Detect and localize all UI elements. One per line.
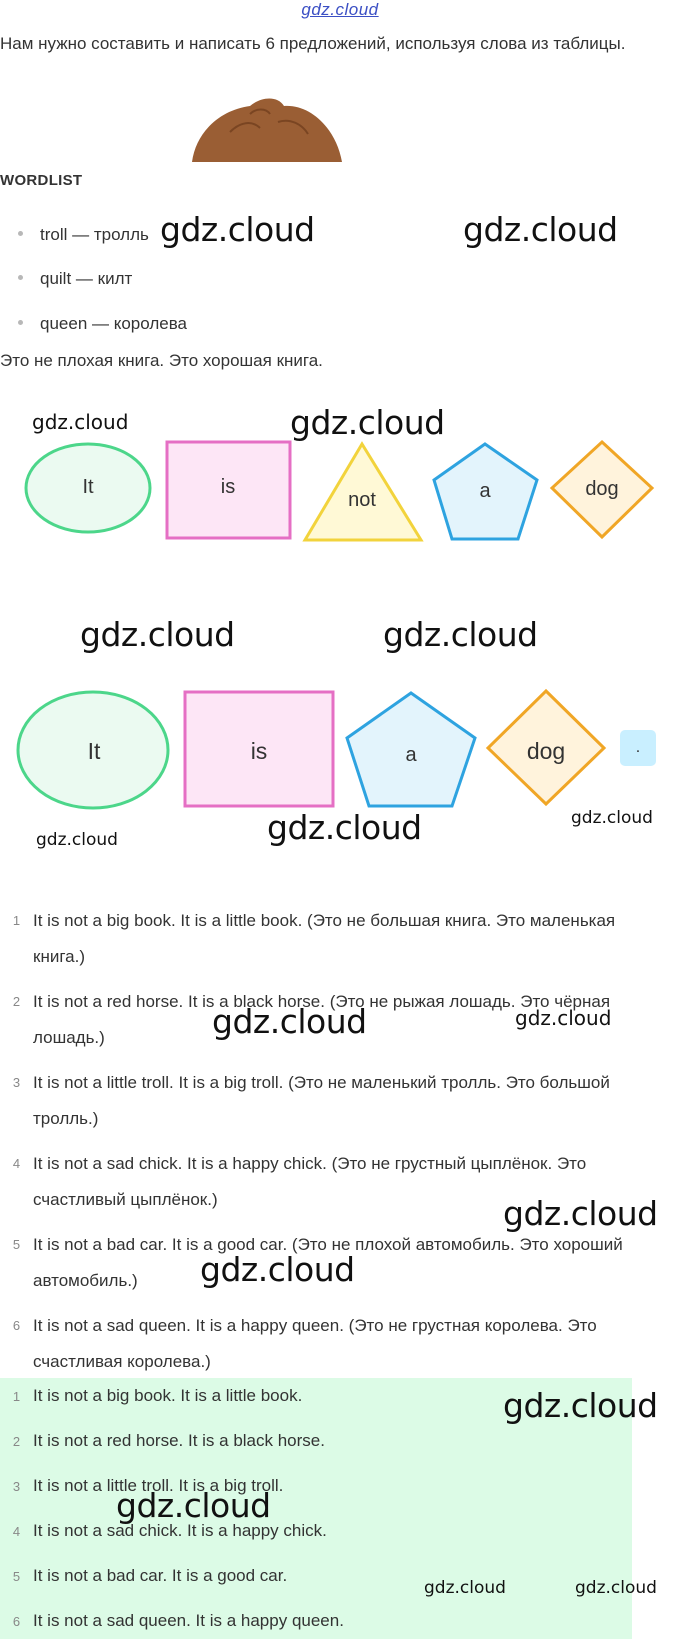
troll-hair-image: [190, 92, 350, 164]
watermark: gdz.cloud: [571, 808, 653, 828]
watermark: gdz.cloud: [383, 615, 538, 654]
wordlist-item: queen — королева: [18, 314, 187, 334]
shape-word: is: [220, 476, 236, 498]
example-sentence: Это не плохая книга. Это хорошая книга.: [0, 351, 323, 370]
list-item: 5 It is not a bad car. It is a good car. (Это не плохой автомобиль. Это хороший автомобиль.): [12, 1235, 623, 1290]
watermark: gdz.cloud: [515, 1006, 612, 1030]
watermark: gdz.cloud: [212, 1002, 367, 1041]
answer-item: 3 It is not a little troll. It is a big troll.: [12, 1476, 284, 1495]
watermark: gdz.cloud: [116, 1486, 271, 1525]
watermark: gdz.cloud: [463, 210, 618, 249]
watermark: gdz.cloud: [160, 210, 315, 249]
wordlist-item: quilt — килт: [18, 269, 132, 289]
answer-item: 2 It is not a red horse. It is a black horse.: [12, 1431, 325, 1450]
list-item: 3 It is not a little troll. It is a big troll. (Это не маленький тролль. Это большой тролль.): [12, 1073, 610, 1128]
period-word: .: [635, 739, 641, 756]
shape-word: It: [82, 476, 94, 498]
watermark: gdz.cloud: [32, 410, 129, 434]
list-item: 2 It is not a red horse. It is a black horse. (Это не рыжая лошадь. Это чёрная лошадь.): [12, 992, 611, 1047]
shape-word: It: [87, 738, 101, 764]
shape-word: a: [479, 480, 491, 502]
watermark: gdz.cloud: [503, 1386, 658, 1425]
watermark: gdz.cloud: [200, 1250, 355, 1289]
shape-word: dog: [526, 738, 566, 764]
bullet-icon: [18, 275, 23, 280]
shape-word: a: [405, 744, 417, 766]
shape-word: not: [348, 489, 376, 511]
wordlist-title: WORDLIST: [0, 172, 83, 189]
answer-item: 1 It is not a big book. It is a little book.: [12, 1386, 303, 1405]
bullet-icon: [18, 231, 23, 236]
bullet-icon: [18, 320, 23, 325]
watermark: gdz.cloud: [290, 403, 445, 442]
wordlist-item: troll — тролль: [18, 225, 149, 245]
watermark: gdz.cloud: [503, 1194, 658, 1233]
answer-item: 5 It is not a bad car. It is a good car.: [12, 1566, 288, 1585]
list-item: 6 It is not a sad queen. It is a happy queen. (Это не грустная королева. Это счастливая королева.): [12, 1316, 597, 1371]
watermark: gdz.cloud: [424, 1578, 506, 1598]
watermark: gdz.cloud: [575, 1578, 657, 1598]
answer-item: 4 It is not a sad chick. It is a happy chick.: [12, 1521, 327, 1540]
list-item: 1 It is not a big book. It is a little book. (Это не большая книга. Это маленькая книга.): [12, 911, 616, 966]
watermark: gdz.cloud: [267, 808, 422, 847]
watermark: gdz.cloud: [36, 830, 118, 850]
intro-text: Нам нужно составить и написать 6 предложений, используя слова из таблицы.: [0, 34, 626, 53]
watermark-top: gdz.cloud: [301, 0, 379, 19]
shape-word: dog: [585, 478, 619, 500]
answer-item: 6 It is not a sad queen. It is a happy queen.: [12, 1611, 344, 1630]
watermark: gdz.cloud: [80, 615, 235, 654]
shape-word: is: [250, 738, 268, 764]
list-item: 4 It is not a sad chick. It is a happy chick. (Это не грустный цыплёнок. Это счастливый цыплёнок.): [12, 1154, 587, 1209]
